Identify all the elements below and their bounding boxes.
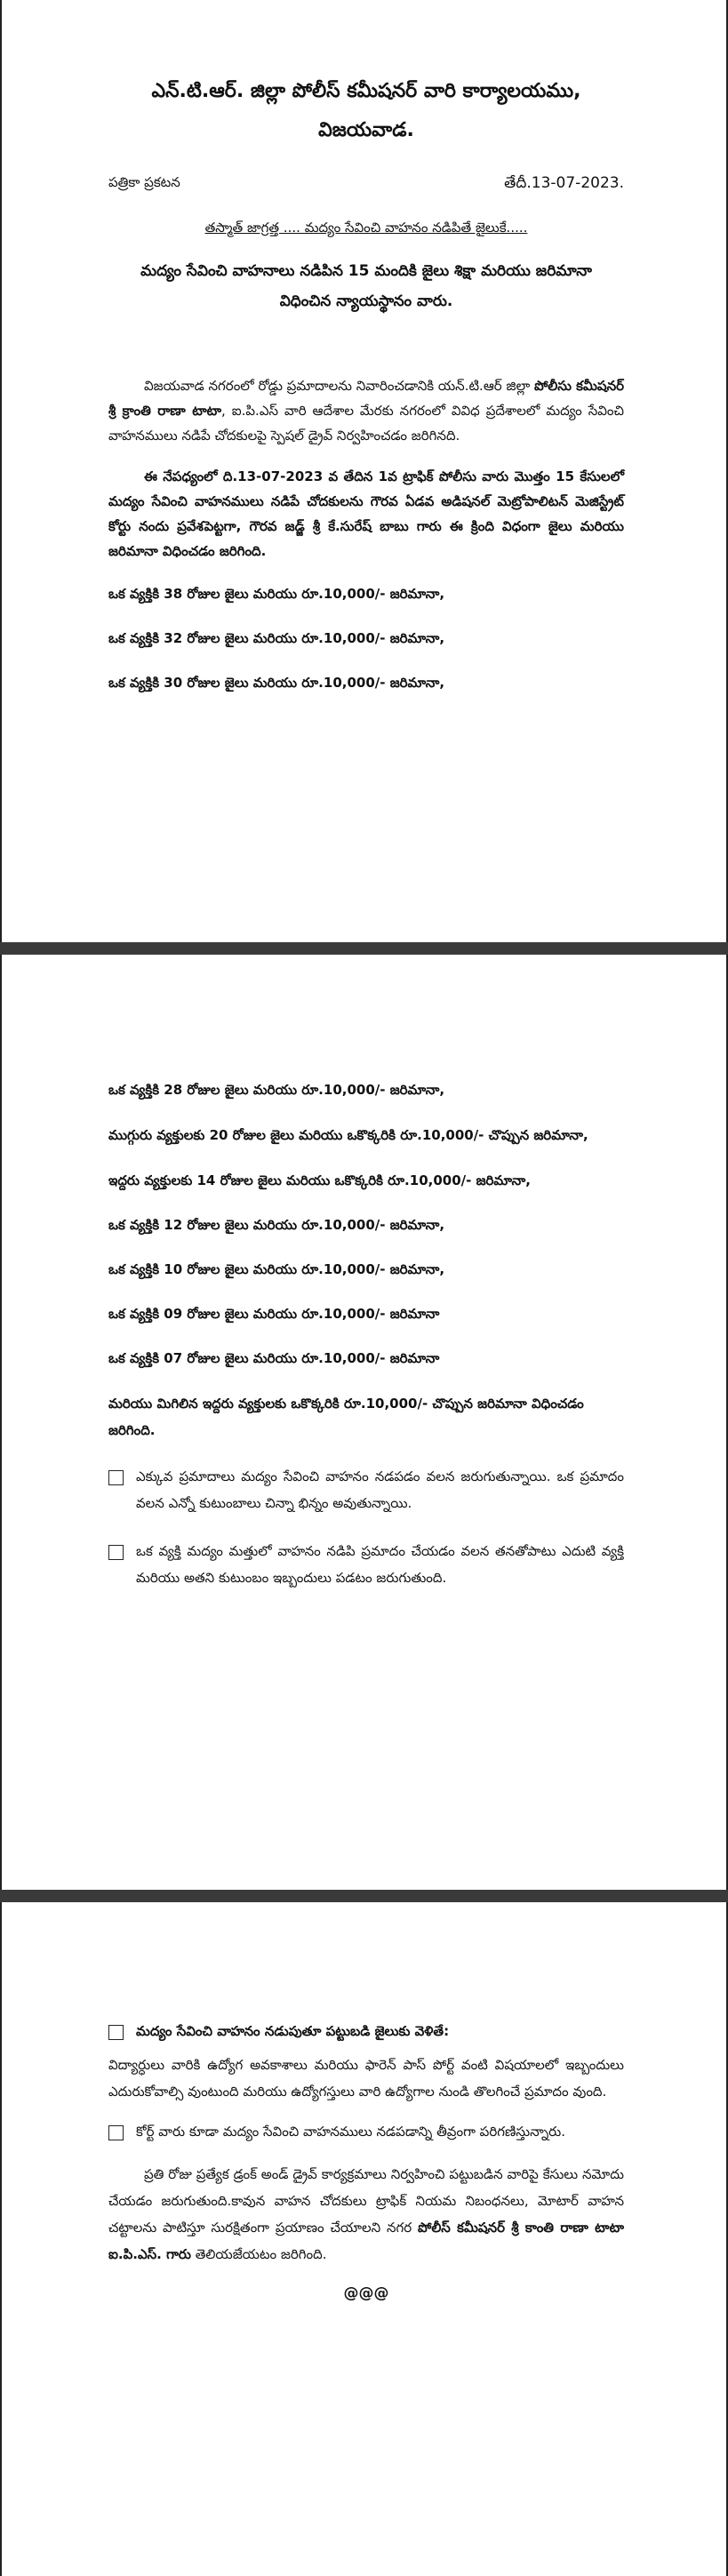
- sentence-item: ఒక వ్యక్తికి 38 రోజుల జైలు మరియు రూ.10,000/- జరిమానా,: [108, 586, 445, 602]
- closing-text-1: ప్రతి రోజు ప్రత్యేక డ్రంక్ అండ్ డ్రైవ్ కార్యక్రమాలు నిర్వహించి పట్టుబడిన వారిపై కేసులు నమోదు చేయడం జరుగుతుంది.కావున వాహన చోదకులు ట్రాఫిక్ నియమ నిబంధనలు, మోటార్ వాహన చట్టాలను పాటిస్తూ సురక్షితంగా ప్రయాణం చేయాలని నగర: [108, 2166, 624, 2236]
- bullet-point: [108, 1538, 624, 1591]
- checkbox-icon: [108, 1470, 124, 1485]
- bullet-text: కోర్ట్ వారు కూడా మద్యం సేవించి వాహనములు నడపడాన్ని తీవ్రంగా పరిగణిస్తున్నారు.: [136, 2124, 566, 2140]
- sentence-list-1: [108, 583, 624, 693]
- page-3-content: [108, 2018, 624, 2306]
- page-3: [0, 1902, 728, 2576]
- bullet-text: ఒక వ్యక్తి మద్యం మత్తులో వాహనం నడిపి ప్రమాదం చేయడం వలన తనతోపాటు ఎదుటి వ్యక్తి మరియు అతని కుటుంబం ఇబ్బందులు పడటం జరుగుతుంది.: [136, 1543, 624, 1586]
- bullet-heading: [108, 2018, 624, 2044]
- sentence-item: ఒక వ్యక్తికి 10 రోజుల జైలు మరియు రూ.10,000/- జరిమానా,: [108, 1261, 445, 1277]
- office-city: విజయవాడ.: [318, 119, 414, 141]
- closing-paragraph: [108, 2161, 624, 2268]
- page-1: [0, 0, 728, 942]
- headline-line1: మద్యం సేవించి వాహనాలు నడిపిన 15 మందికి జైలు శిక్షా మరియు జరిమానా: [140, 262, 592, 280]
- sentence-item: ముగ్గురు వ్యక్తులకు 20 రోజుల జైలు మరియు ఒకొక్కరికి రూ.10,000/- చొప్పున జరిమానా,: [108, 1127, 588, 1143]
- page-separator: [0, 942, 728, 955]
- headline: [108, 256, 624, 316]
- bullet-point: [108, 1463, 624, 1516]
- court-paragraph: ఈ నేపధ్యంలో ది.13-07-2023 వ తేదిన 1వ ట్రాఫిక్ పోలీసు వారు మొత్తం 15 కేసులలో మద్యం సేవించి వాహనములు నడిపే చోదకులను గౌరవ ఏడవ అడిషనల్ మెట్రోపాలిటన్ మెజిస్ట్రేట్ కోర్టు నందు ప్రవేశపెట్టగా, గౌరవ జడ్జ్ శ్రీ కే.సురేష్ బాబు గారు ఈ క్రింది విధంగా జైలు మరియు జరిమానా విధించడం జరిగింది.: [108, 468, 624, 559]
- consequence-paragraph: విద్యార్ధులు వారికి ఉద్యోగ అవకాశాలు మరియు ఫారెన్ పాస్ పోర్ట్ వంటి విషయాలలో ఇబ్బందులు ఎదురుకోవాల్సి వుంటుంది మరియు ఉద్యోగస్తులు వారి ఉద్యోగాల నుండి తొలగించే ప్రమాదం వుంది.: [108, 2057, 624, 2100]
- sentence-item: మరియు మిగిలిన ఇద్దరు వ్యక్తులకు ఒకొక్కరికి రూ.10,000/- చొప్పున జరిమానా విధించడం జరిగింది.: [108, 1396, 584, 1438]
- bullet-heading-text: మద్యం సేవించి వాహనం నడుపుతూ పట్టుబడి జైలుకు వెళితే:: [136, 2023, 450, 2039]
- slogan: తస్మాత్ జాగ్రత్త .... మద్యం సేవించి వాహనం నడిపితే జైలుకే.....: [204, 220, 528, 236]
- press-date: తేదీ.13-07-2023.: [504, 174, 624, 192]
- intro-text-1: విజయవాడ నగరంలో రోడ్డు ప్రమాదాలను నివారించడానికి యన్.టి.ఆర్ జిల్లా: [144, 378, 531, 394]
- sentence-item: ఒక వ్యక్తికి 07 రోజుల జైలు మరియు రూ.10,000/- జరిమానా: [108, 1350, 440, 1366]
- closing-commissioner: పోలీస్ కమీషనర్ శ్రీ కాంతి రాణా టాటా ఐ.పి.ఎస్. గారు: [108, 2220, 624, 2262]
- headline-line2: విధించిన న్యాయస్థానం వారు.: [279, 292, 453, 310]
- page-2-content: [108, 1079, 624, 1591]
- page-separator: [0, 1890, 728, 1902]
- intro-text-3: , ఐ.పి.ఎస్ వారి ఆదేశాల మేరకు నగరంలో వివిధ ప్రదేశాలలో మద్యం సేవించి వాహనములు నడిపే చోదకులపై స్పెషల్ డ్రైవ్ నిర్వహించడం జరిగినది.: [108, 403, 624, 444]
- press-row: [108, 174, 624, 196]
- intro-paragraph: [108, 373, 624, 448]
- end-mark: @@@: [343, 2284, 389, 2302]
- sentence-item: ఒక వ్యక్తికి 09 రోజుల జైలు మరియు రూ.10,000/- జరిమానా: [108, 1306, 440, 1322]
- sentence-item: ఒక వ్యక్తికి 32 రోజుల జైలు మరియు రూ.10,000/- జరిమానా,: [108, 630, 445, 646]
- checkbox-icon: [108, 2025, 124, 2040]
- sentence-item: ఒక వ్యక్తికి 28 రోజుల జైలు మరియు రూ.10,000/- జరిమానా,: [108, 1082, 445, 1098]
- closing-text-3: తెలియజేయటం జరిగింది.: [195, 2246, 327, 2262]
- sentence-item: ఒక వ్యక్తికి 30 రోజుల జైలు మరియు రూ.10,000/- జరిమానా,: [108, 675, 445, 691]
- sentence-item: ఒక వ్యక్తికి 12 రోజుల జైలు మరియు రూ.10,000/- జరిమానా,: [108, 1217, 445, 1233]
- office-title: ఎన్.టి.ఆర్. జిల్లా పోలీస్ కమీషనర్ వారి కార్యాలయము,: [151, 80, 581, 102]
- page-2: [0, 955, 728, 1890]
- checkbox-icon: [108, 1545, 124, 1560]
- press-label: పత్రికా ప్రకటన: [108, 174, 180, 190]
- checkbox-icon: [108, 2125, 124, 2140]
- bullet-point: [108, 2118, 624, 2145]
- page-1-content: [108, 78, 624, 693]
- sentence-item: ఇద్దరు వ్యక్తులకు 14 రోజుల జైలు మరియు ఒకొక్కరికి రూ.10,000/- జరిమానా,: [108, 1172, 531, 1188]
- intro-commissioner: పోలీసు కమీషనర్ శ్రీ క్రాంతి రాణా టాటా: [108, 378, 624, 419]
- bullet-text: ఎక్కువ ప్రమాదాలు మద్యం సేవించి వాహనం నడపడం వలన జరుగుతున్నాయి. ఒక ప్రమాదం వలన ఎన్నో కుటుంబాలు చిన్నా భిన్నం అవుతున్నాయి.: [136, 1468, 624, 1511]
